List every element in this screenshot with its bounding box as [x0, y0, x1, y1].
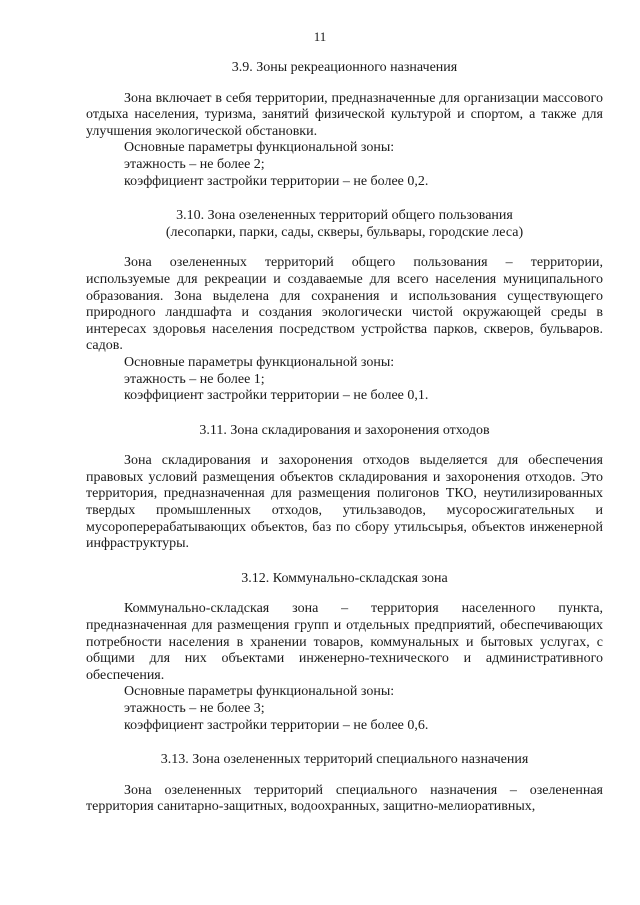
section-heading: 3.12. Коммунально-складская зона — [241, 570, 448, 586]
section-heading: 3.11. Зона складирования и захоронения отходов — [199, 422, 490, 438]
page-number: 11 — [313, 29, 327, 44]
section-3-10 — [86, 208, 603, 405]
section-3-13 — [86, 752, 603, 816]
document-body — [86, 60, 603, 816]
param-floors: этажность – не более 2; — [124, 156, 265, 172]
param-floors: этажность – не более 1; — [124, 371, 265, 387]
section-paragraph: Зона озелененных территорий общего пользования – территории, используемые для рекреации и создаваемые для всего населения муниципального образования. Зона выделена для сохранения и использования существующего природного ландшафта и создания экологически чистой окружающей среды в интересах здоровья населения посредством устройства парков, скверов, бульваров. садов. — [86, 255, 603, 354]
section-paragraph: Зона складирования и захоронения отходов выделяется для обеспечения правовых условий размещения объектов складирования и захоронения отходов. Это территория, предназначенная для размещения полигонов ТКО, неутилизированных твердых промышленных отходов, утильзаводов, мусоросжигательных и мусороперерабатывающих объектов, баз по сбору утильсырья, объектов инженерной инфраструктуры. — [86, 453, 603, 552]
section-3-12 — [86, 571, 603, 734]
params-title: Основные параметры функциональной зоны: — [124, 140, 395, 156]
section-heading: 3.9. Зоны рекреационного назначения — [231, 60, 458, 75]
param-coefficient: коэффициент застройки территории – не более 0,6. — [124, 717, 429, 733]
param-coefficient: коэффициент застройки территории – не более 0,1. — [124, 388, 429, 404]
section-3-9 — [86, 60, 603, 190]
section-heading: 3.13. Зона озелененных территорий специального назначения — [160, 752, 529, 768]
section-paragraph: Зона включает в себя территории, предназначенные для организации массового отдыха населения, туризма, занятий физической культурой и спортом, а также для улучшения экологической обстановки. — [86, 90, 603, 139]
section-paragraph: Зона озелененных территорий специального назначения – озелененная территория санитарно-защитных, водоохранных, защитно-мелиоративных, — [86, 782, 603, 815]
param-floors: этажность – не более 3; — [124, 701, 265, 716]
section-subheading: (лесопарки, парки, сады, скверы, бульвары, городские леса) — [165, 224, 524, 240]
section-3-11 — [86, 423, 603, 553]
section-heading: 3.10. Зона озелененных территорий общего пользования — [176, 208, 513, 224]
param-coefficient: коэффициент застройки территории – не более 0,2. — [124, 173, 429, 189]
params-title: Основные параметры функциональной зоны: — [124, 354, 395, 370]
section-paragraph: Коммунально-складская зона – территория населенного пункта, предназначенная для размещения групп и отдельных предприятий, обеспечивающих потребности населения в хранении товаров, коммунальных и бытовых услугах, с общими для них объектами инженерно-технического и административного обеспечения. — [86, 601, 603, 683]
params-title: Основные параметры функциональной зоны: — [124, 684, 395, 700]
